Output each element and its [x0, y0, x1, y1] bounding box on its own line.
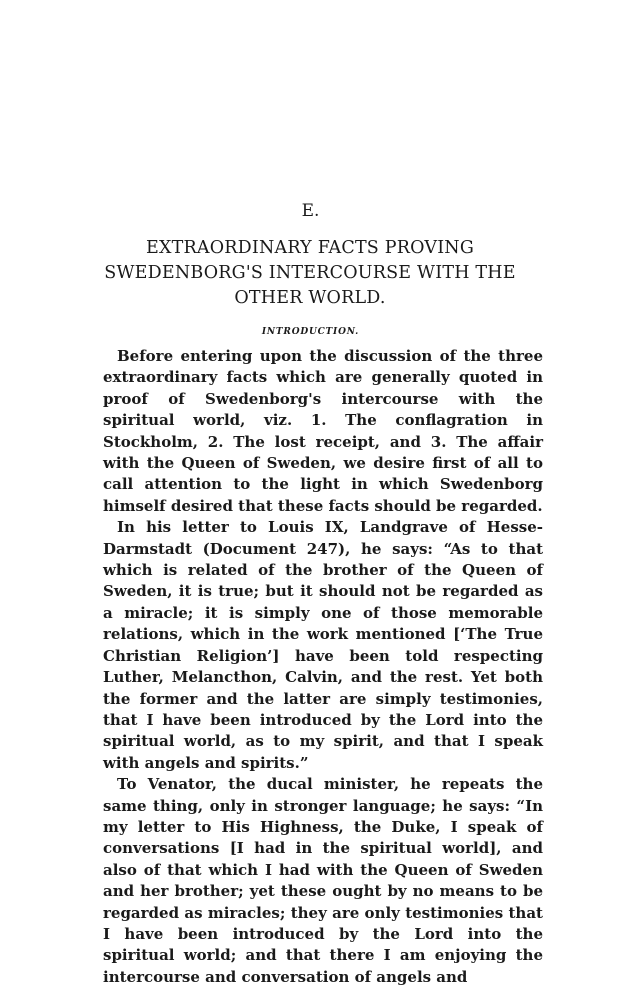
paragraph-3: To Venator, the ducal minister, he repeats the same thing, only in stronger language; he says: “In my letter to His Highness, the Duke, I speak of conversations [I had in the spiritual world], and also of that which I had with the Queen of Sweden and her brother; yet these ought by no means to be regarded as miracles; they are only testimonies that I have been introduced by the Lord into the spiritual world; and that there I am enjoying the intercourse and conversation of angels and: [103, 775, 543, 986]
section-letter: E.: [301, 201, 320, 221]
body-text: [103, 346, 543, 988]
paragraph-2: In his letter to Louis IX, Landgrave of Hesse-Darmstadt (Document 247), he says: “As to that which is related of the brother of the Queen of Sweden, it is true; but it should not be regarded as a miracle; it is simply one of those memorable relations, which in the work mentioned [‘The True Christian Religion’] have been told respecting Luther, Melancthon, Calvin, and the rest. Yet both the former and the latter are simply testimonies, that I have been introduced by the Lord into the spiritual world, as to my spirit, and that I speak with angels and spirits.”: [103, 518, 543, 772]
chapter-title-line-2: SWEDENBORG'S INTERCOURSE WITH THE: [104, 263, 516, 283]
introduction-subheading: INTRODUCTION.: [261, 327, 360, 337]
chapter-title-line-3: OTHER WORLD.: [234, 288, 386, 308]
chapter-title: [60, 236, 560, 311]
paragraph-1: Before entering upon the discussion of the three extraordinary facts which are generally quoted in proof of Swedenborg's intercourse with the spiritual world, viz. 1. The conflagration in Stockholm, 2. The lost receipt, and 3. The affair with the Queen of Sweden, we desire first of all to call attention to the light in which Swedenborg himself desired that these facts should be regarded.: [103, 347, 543, 515]
chapter-title-line-1: EXTRAORDINARY FACTS PROVING: [146, 238, 474, 258]
